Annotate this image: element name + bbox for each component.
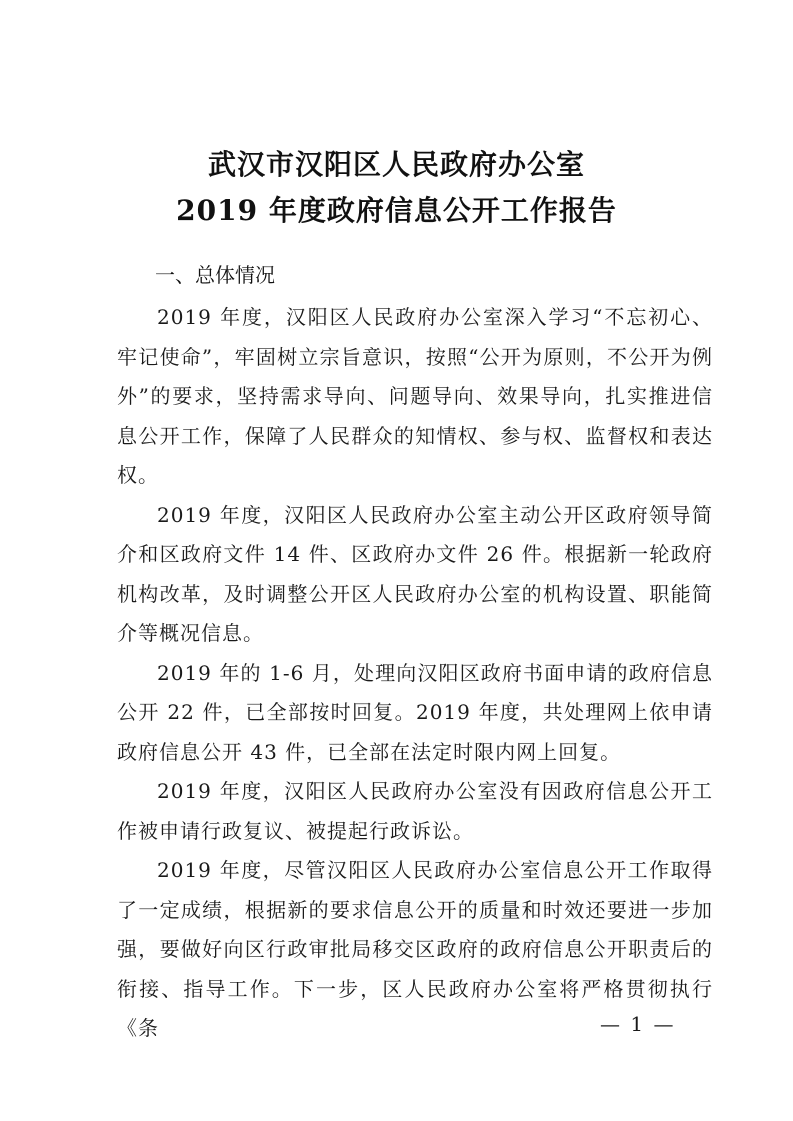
paragraph: 2019 年度，汉阳区人民政府办公室主动公开区政府领导简介和区政府文件 14 件、区政府办文件 26 件。根据新一轮政府机构改革，及时调整公开区人民政府办公室的机构设置、职能简介等概况信息。 xyxy=(117,502,713,645)
document-body xyxy=(117,298,713,1049)
title-line-1: 武汉市汉阳区人民政府办公室 xyxy=(207,148,585,181)
section-heading: 一、总体情况 xyxy=(155,263,275,287)
page-number: — 1 — xyxy=(600,1012,676,1036)
paragraph: 2019 年度，汉阳区人民政府办公室深入学习“不忘初心、牢记使命”，牢固树立宗旨意识，按照“公开为原则，不公开为例外”的要求，坚持需求导向、问题导向、效果导向，扎实推进信息公开工作，保障了人民群众的知情权、参与权、监督权和表达权。 xyxy=(117,305,713,487)
paragraph: 2019 年的 1-6 月，处理向汉阳区政府书面申请的政府信息公开 22 件，已全部按时回复。2019 年度，共处理网上依申请政府信息公开 43 件，已全部在法定时限内网上回复。 xyxy=(117,660,713,764)
paragraph: 2019 年度，尽管汉阳区人民政府办公室信息公开工作取得了一定成绩，根据新的要求信息公开的质量和时效还要进一步加强，要做好向区行政审批局移交区政府的政府信息公开职责后的衔接、指导工作。下一步，区人民政府办公室将严格贯彻执行《条 xyxy=(117,858,713,1040)
paragraph: 2019 年度，汉阳区人民政府办公室没有因政府信息公开工作被申请行政复议、被提起行政诉讼。 xyxy=(117,779,713,843)
document-title xyxy=(0,142,793,234)
title-line-2: 2019 年度政府信息公开工作报告 xyxy=(176,194,617,227)
